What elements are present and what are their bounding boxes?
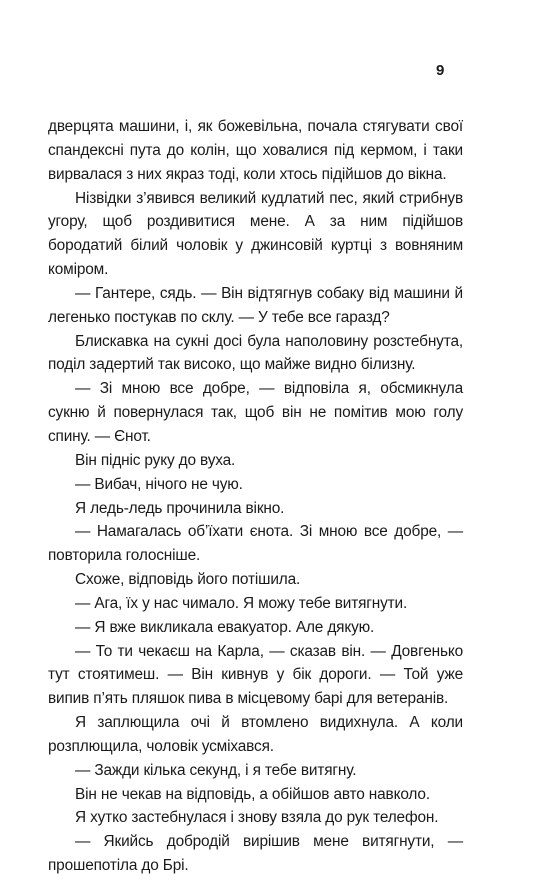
paragraph: Я заплющила очі й втомлено видихнула. А коли розплющила, чоловік усміхався. — [48, 714, 463, 755]
paragraph: дверцята машини, і, як божевільна, почала стягувати свої спандексні пута до колін, що ховалися під кермом, і таки вирвалася з них якраз тоді, коли хтось підійшов до вікна. — [48, 118, 463, 183]
paragraph: — Ага, їх у нас чимало. Я можу тебе витягнути. — [75, 594, 408, 612]
paragraph: Я хутко застебнулася і знову взяла до рук телефон. — [75, 809, 439, 827]
paragraph: — То ти чекаєш на Карла, — сказав він. — Довгенько тут стоятимеш. — Він кивнув у бік дороги. — Той уже випив п’ять пляшок пива в місцевому барі для ветеранів. — [48, 642, 463, 708]
paragraph: Я ледь-ледь прочинила вікно. — [75, 499, 285, 517]
page-text — [48, 115, 463, 878]
page-number: 9 — [436, 62, 445, 79]
paragraph: Блискавка на сукні досі була наполовину розстебнута, поділ задертий так високо, що майже видно білизну. — [48, 332, 463, 374]
paragraph: — Зі мною все добре, — відповіла я, обсмикнула сукню й повернулася так, щоб він не помітив мою голу спину. — Єнот. — [48, 380, 463, 445]
paragraph: Він не чекав на відповідь, а обійшов авто навколо. — [75, 785, 430, 803]
paragraph: — Вибач, нічого не чую. — [75, 475, 243, 493]
paragraph: Він підніс руку до вуха. — [75, 451, 236, 469]
paragraph: — Зажди кілька секунд, і я тебе витягну. — [75, 761, 357, 779]
paragraph: — Я вже викликала евакуатор. Але дякую. — [75, 618, 375, 636]
paragraph: — Намагалась об’їхати єнота. Зі мною все добре, — повторила голосніше. — [48, 523, 463, 565]
paragraph: — Гантере, сядь. — Він відтягнув собаку від машини й легенько постукав по склу. — У тебе все гаразд? — [48, 284, 463, 326]
paragraph: Схоже, відповідь його потішила. — [75, 571, 301, 589]
paragraph: Нізвідки з’явився великий кудлатий пес, який стрибнув угору, щоб роздивитися мене. А за ним підійшов бородатий білий чоловік у джинсовій куртці з вовняним коміром. — [48, 189, 463, 279]
paragraph: — Якийсь добродій вирішив мене витягнути, — прошепотіла до Брі. — [48, 833, 463, 875]
